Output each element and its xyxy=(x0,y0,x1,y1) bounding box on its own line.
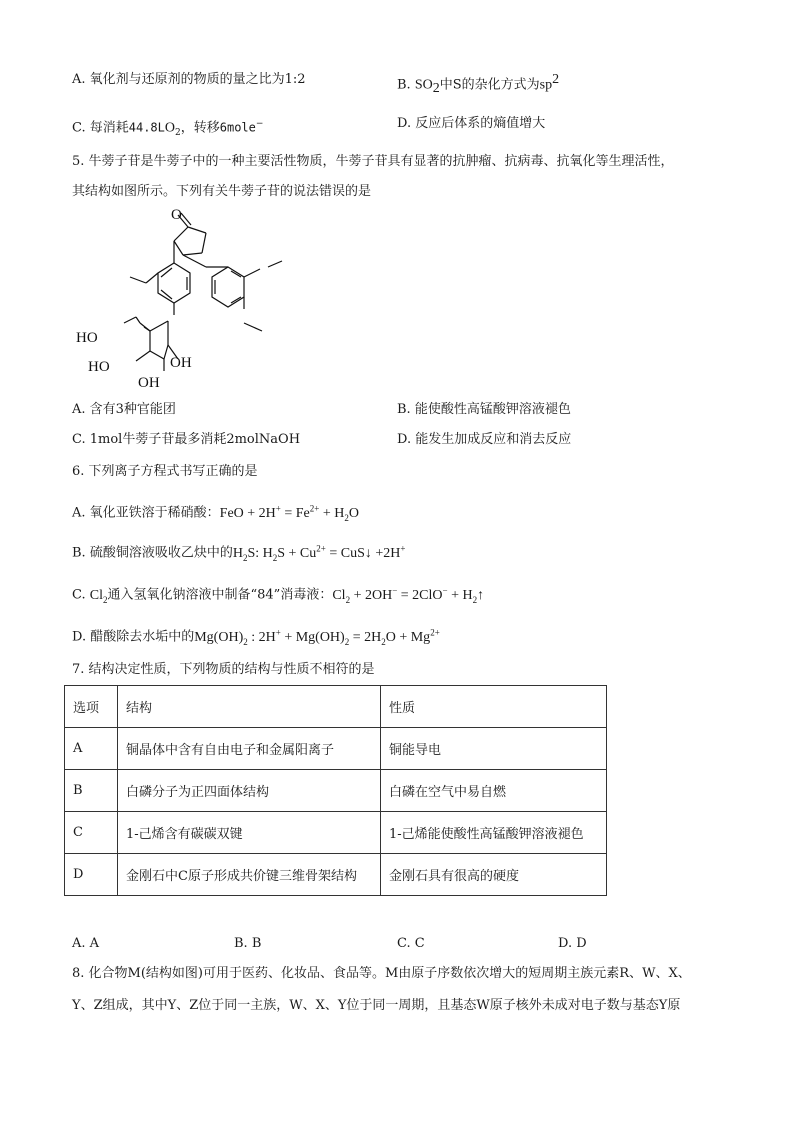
table-cell: 金刚石中C原子形成共价键三维骨架结构 xyxy=(118,854,381,896)
table-cell: D xyxy=(65,854,118,896)
table-cell: 白磷分子为正四面体结构 xyxy=(118,770,381,812)
table-header-row xyxy=(65,686,607,728)
q6-option-a: A. 氧化亚铁溶于稀硝酸：FeO + $2H^+ = Fe^{2+} + H_2O$ xyxy=(72,503,359,523)
table-cell: 白磷在空气中易自燃 xyxy=(381,770,607,812)
table-row xyxy=(65,854,607,896)
q5-stem-line1: 5. 牛蒡子苷是牛蒡子中的一种主要活性物质，牛蒡子苷具有显著的抗肿瘤、抗病毒、抗氧化等生理活性， xyxy=(72,154,674,169)
q5-option-b: B. 能使酸性高锰酸钾溶液褪色 xyxy=(397,402,571,417)
table-cell: 1-己烯能使酸性高锰酸钾溶液褪色 xyxy=(381,812,607,854)
struct-label-o: O xyxy=(171,207,182,223)
table-row xyxy=(65,812,607,854)
q5-option-d: D. 能发生加成反应和消去反应 xyxy=(397,432,572,447)
q8-stem-line2: Y、Z组成，其中Y、Z位于同一主族，W、X、Y位于同一周期，且基态W原子核外未成对电子数与基态Y原 xyxy=(72,998,681,1013)
q7-stem: 7. 结构决定性质，下列物质的结构与性质不相符的是 xyxy=(72,662,375,677)
q4-option-b: B. $SO_2$中S的杂化方式为$sp^2$ xyxy=(397,72,560,96)
struct-label-ho1: HO xyxy=(76,330,98,346)
q6-option-b: B. 硫酸铜溶液吸收乙炔中的$H_2S$: $H_2S + Cu^{2+}$ = CuS↓ +2H+ xyxy=(72,543,406,563)
table-row xyxy=(65,728,607,770)
q5-option-c: C. 1mol牛蒡子苷最多消耗2molNaOH xyxy=(72,432,301,447)
q6-stem: 6. 下列离子方程式书写正确的是 xyxy=(72,464,258,479)
table-cell: 铜能导电 xyxy=(381,728,607,770)
table-cell: 金刚石具有很高的硬度 xyxy=(381,854,607,896)
q5-stem-line2: 其结构如图所示。下列有关牛蒡子苷的说法错误的是 xyxy=(72,184,372,199)
table-header-cell: 性质 xyxy=(381,686,607,728)
table-cell: A xyxy=(65,728,118,770)
table-header-cell: 结构 xyxy=(118,686,381,728)
q5-option-a: A. 含有3种官能团 xyxy=(72,402,176,417)
table-cell: 1-己烯含有碳碳双键 xyxy=(118,812,381,854)
table-row xyxy=(65,770,607,812)
q7-choice-b: B. B xyxy=(234,936,262,951)
struct-label-oh2: OH xyxy=(138,375,160,391)
q6-option-d: D. 醋酸除去水垢中的$Mg(OH)_2$ : $2H^+ + Mg(OH)_2 = 2H_2O + Mg^{2+}$ xyxy=(72,627,440,647)
q4-option-c: C. 每消耗$44.8LO_2$，转移6mole− xyxy=(72,119,264,138)
q7-choice-a: A. A xyxy=(72,936,100,951)
table-cell: C xyxy=(65,812,118,854)
struct-label-ho2: HO xyxy=(88,359,110,375)
q4-option-a: A. 氧化剂与还原剂的物质的量之比为1:2 xyxy=(72,72,306,87)
q4-option-d: D. 反应后体系的熵值增大 xyxy=(397,116,546,131)
q6-option-c: C. $Cl_2$通入氢氧化钠溶液中制备“84”消毒液：$Cl_2 + 2OH^- = 2ClO^-$ + $H_2↑$ xyxy=(72,585,485,605)
table-cell: 铜晶体中含有自由电子和金属阳离子 xyxy=(118,728,381,770)
q7-choice-d: D. D xyxy=(558,936,587,951)
table-cell: B xyxy=(65,770,118,812)
table-header-cell: 选项 xyxy=(65,686,118,728)
q8-stem-line1: 8. 化合物M(结构如图)可用于医药、化妆品、食品等。M由原子序数依次增大的短周期主族元素R、W、X、 xyxy=(72,966,691,981)
struct-label-oh1: OH xyxy=(170,355,192,371)
q7-table xyxy=(64,685,607,896)
q7-choice-c: C. C xyxy=(397,936,425,951)
arctiin-structure-diagram xyxy=(68,205,308,395)
